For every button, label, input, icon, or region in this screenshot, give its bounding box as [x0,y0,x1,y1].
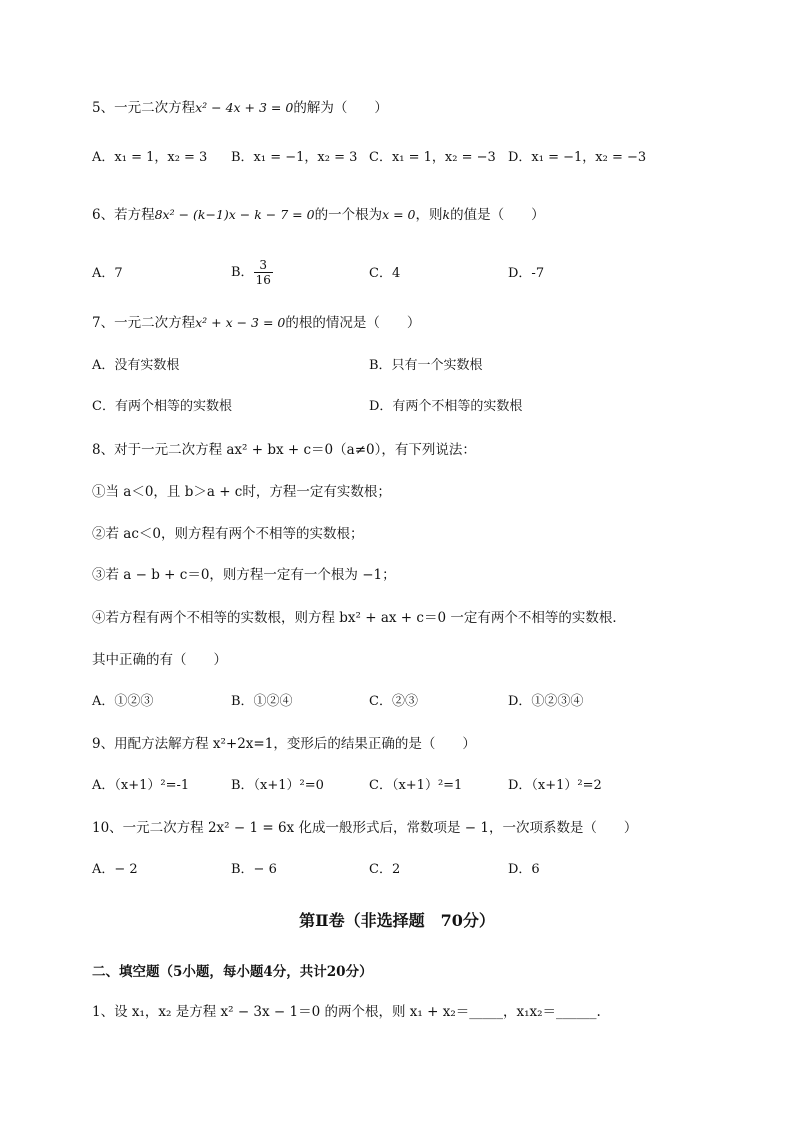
q6-option-d: D．-7 [508,266,545,281]
q6-option-b [231,258,273,287]
q7-option-d: D．有两个不相等的实数根 [369,399,523,414]
q7-option-c: C．有两个相等的实数根 [92,399,232,414]
q8-option-a: A．①②③ [92,694,154,709]
q7-option-a: A．没有实数根 [92,358,180,373]
q6-option-b-fraction [254,258,273,287]
q7-option-b: B．只有一个实数根 [369,358,483,373]
q9-option-d: D．（x+1）²=2 [508,778,602,793]
q5-option-d: D．x₁ = −1，x₂ = −3 [508,150,647,165]
q5-suffix: 的解为（ ） [293,100,388,116]
q6-mid: 的一个根为 [314,207,383,223]
q6-prefix: 6、若方程 [92,207,155,223]
q6-option-c: C．4 [369,266,401,281]
q8-option-c: C．②③ [369,694,418,709]
q8-option-d: D．①②③④ [508,694,584,709]
q6-root: x = 0 [382,207,416,222]
q8-ask: 其中正确的有（ ） [92,652,227,668]
question-7-stem [92,314,420,332]
section-subtitle: 二、填空题（5小题，每小题4分，共计20分） [92,964,373,980]
q5-option-c: C．x₁ = 1，x₂ = −3 [369,150,496,165]
q5-equation: x² − 4x + 3 = 0 [195,100,294,115]
question-8-stem: 8、对于一元二次方程 ax² + bx + c＝0（a≠0），有下列说法： [92,442,476,458]
q6-option-a: A．7 [92,266,123,281]
q6-mid2: ，则 [415,207,443,223]
fraction-denominator: 16 [255,273,271,287]
q8-statement-1: ①当 a＜0，且 b＞a + c时，方程一定有实数根； [92,484,391,500]
q9-option-c: C．（x+1）²=1 [369,778,463,793]
q7-suffix: 的根的情况是（ ） [285,315,421,331]
fill-question-1: 1、设 x₁，x₂ 是方程 x² − 3x − 1＝0 的两个根，则 x₁ + x₂＝_____，x₁x₂＝______. [92,1004,601,1020]
q10-option-d: D．6 [508,862,540,877]
q10-option-c: C．2 [369,862,401,877]
q8-statement-3: ③若 a − b + c＝0，则方程一定有一个根为 −1； [92,567,396,583]
q8-statement-2: ②若 ac＜0，则方程有两个不相等的实数根； [92,526,364,542]
q7-equation: x² + x − 3 = 0 [195,315,286,330]
q9-option-b: B．（x+1）²=0 [231,778,324,793]
q5-option-b: B．x₁ = −1，x₂ = 3 [231,150,358,165]
q5-option-a: A．x₁ = 1，x₂ = 3 [92,150,208,165]
q9-option-a: A．（x+1）²=-1 [92,778,190,793]
q8-statement-4: ④若方程有两个不相等的实数根，则方程 bx² + ax + c＝0 一定有两个不相等的实数根． [92,610,626,626]
q7-prefix: 7、一元二次方程 [92,315,196,331]
section-title: 第Ⅱ卷（非选择题 70分） [299,911,495,930]
q8-option-b: B．①②④ [231,694,293,709]
q6-equation: 8x² − (k−1)x − k − 7 = 0 [154,207,315,222]
q6-var: k [442,207,451,222]
q6-option-b-label: B． [231,265,254,280]
question-5-stem [92,99,388,117]
q10-option-b: B．− 6 [231,862,277,877]
question-9-stem: 9、用配方法解方程 x²+2x=1，变形后的结果正确的是（ ） [92,736,476,752]
q10-option-a: A．− 2 [92,862,138,877]
question-6-stem [92,206,545,224]
fraction-numerator: 3 [254,258,273,273]
q6-suffix: 的值是（ ） [450,207,545,223]
q5-prefix: 5、一元二次方程 [92,100,196,116]
question-10-stem: 10、一元二次方程 2x² − 1 = 6x 化成一般形式后，常数项是 − 1，一次项系数是（ ） [92,820,638,836]
